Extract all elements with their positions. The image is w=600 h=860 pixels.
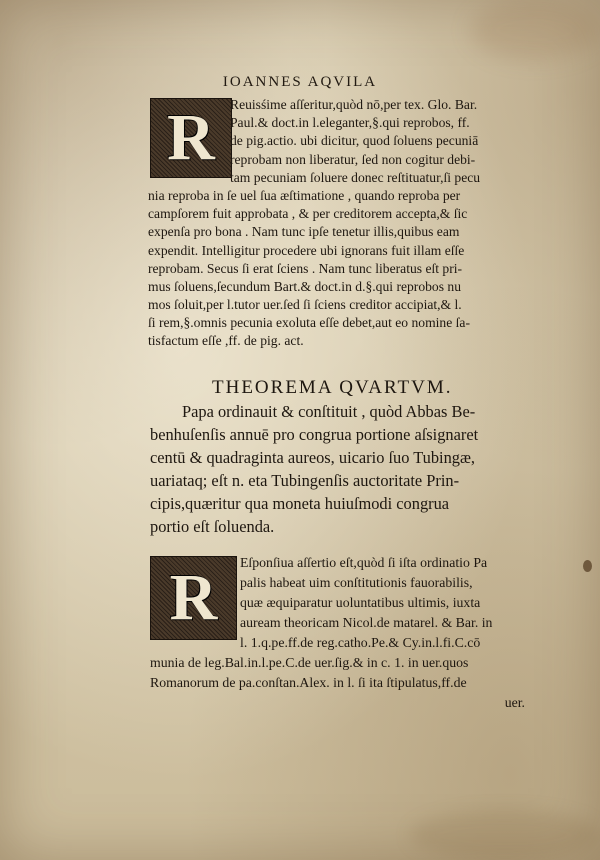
text-line: nia reproba in ſe uel ſua æſtimatione , quando reproba per — [148, 187, 461, 203]
text-line: Paul.& doct.in l.eleganter,§.qui reprobos, ff. — [230, 115, 470, 131]
initial-letter: R — [169, 561, 218, 634]
text-line: campſorem fuit approbata , & per creditorem accepta,& ſic — [148, 206, 468, 222]
text-line: uariataq; eſt n. eta Tubingenſis auctoritate Prin- — [150, 471, 460, 490]
text-line: expenſa pro bona . Nam tunc ipſe tenetur illis,quibus eam — [148, 224, 460, 240]
initial-letter: R — [167, 101, 215, 174]
text-line: cipis,quæritur qua moneta huiuſmodi congrua — [150, 494, 450, 513]
text-line: Reuisśime aſſeritur,quòd nō,per tex. Glo. Bar. — [230, 97, 478, 112]
text-line: de pig.actio. ubi dicitur, quod ſoluens pecuniā — [230, 133, 479, 149]
text-line: Eſponſiua aſſertio eſt,quòd ſi iſta ordinatio Pa — [240, 555, 488, 570]
paragraph-2 — [150, 404, 478, 542]
text-line: centū & quadraginta aureos, uicario ſuo Tubingæ, — [150, 448, 476, 467]
text-line: Papa ordinauit & conſtituit , quòd Abbas Be- — [182, 402, 476, 421]
text-line: mus ſoluens,ſecundum Bart.& doct.in d.§.qui reprobos nu — [148, 278, 461, 294]
text-line: l. 1.q.pe.ff.de reg.catho.Pe.& Cy.in.l.fi.C.cō — [240, 635, 481, 650]
text-line: expendit. Intelligitur procedere ubi ignorans fuit illam eſſe — [148, 242, 465, 258]
text-line: mos ſoluit,per l.tutor uer.ſed ſi ſciens creditor accipiat,& l. — [148, 297, 462, 313]
paragraph-3 — [150, 556, 525, 716]
text-line: tam pecuniam ſoluere donec reſtituatur,ſi pecu — [230, 169, 481, 185]
text-line: quæ æquiparatur uoluntatibus ultimis, iuxta — [240, 595, 481, 610]
text-line: ſi rem,§.omnis pecunia exoluta eſſe debet,aut eo nomine ſa- — [148, 315, 470, 331]
section-heading: THEOREMA QVARTVM. — [212, 377, 453, 398]
text-line: auream theoricam Nicol.de matarel. & Bar. in — [240, 615, 493, 630]
text-line: munia de leg.Bal.in.l.pe.C.de uer.ſig.& in c. 1. in uer.quos — [150, 655, 469, 670]
stain — [470, 0, 600, 60]
text-line: uer. — [504, 695, 525, 710]
stain — [410, 810, 600, 860]
text-line: reprobam. Secus ſi erat ſciens . Nam tunc liberatus eſt pri- — [148, 260, 463, 276]
running-head: IOANNES AQVILA — [222, 74, 378, 90]
text-line: portio eſt ſoluenda. — [150, 517, 275, 536]
text-line: benhuſenſis annuē pro congrua portione aſsignaret — [150, 425, 479, 444]
paragraph-1 — [148, 98, 480, 353]
ink-spot — [583, 560, 592, 572]
text-line: Romanorum de pa.conſtan.Alex. in l. ſi ita ſtipulatus,ff.de — [150, 675, 467, 690]
text-line: reprobam non liberatur, ſed non cogitur debi- — [230, 151, 476, 167]
text-line: tisfactum eſſe ,ff. de pig. act. — [148, 333, 304, 349]
text-line: palis habeat uim conſtitutionis fauorabilis, — [240, 575, 473, 590]
